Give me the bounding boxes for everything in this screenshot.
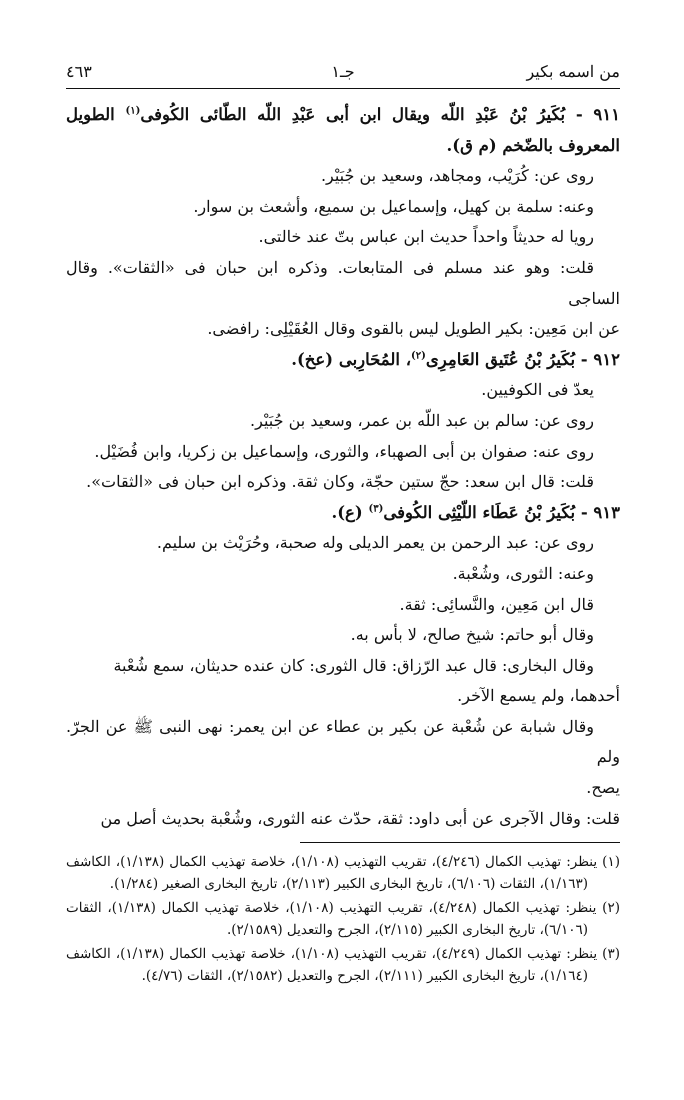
page-number: ٤٦٣ xyxy=(66,62,92,81)
entry-line: روى عن: عبد الرحمن بن يعمر الديلى وله صحبة، وحُرَيْث بن سليم. xyxy=(156,533,594,553)
running-header xyxy=(66,58,620,86)
entry-line: وقال شبابة عن شُعْبة عن بكير بن عطاء عن ابن يعمر: نهى النبى ﷺ عن الجرّ. ولم xyxy=(66,716,620,767)
entry-line: روى عن: سالم بن عبد اللّه بن عمر، وسعيد بن جُبَيْر. xyxy=(250,410,594,430)
entry-line: وعنه: الثورى، وشُعْبة. xyxy=(452,563,594,583)
running-title: من اسمه بكير xyxy=(526,62,620,81)
entry-line: يصح. xyxy=(586,778,620,798)
entry-line: عن ابن مَعِين: بكير الطويل ليس بالقوى وقال العُقَيْلِى: رافضى. xyxy=(207,319,620,339)
entry-line: قال ابن مَعِين، والنَّسائِى: ثقة. xyxy=(399,594,594,614)
entry-line: قلت: وهو عند مسلم فى المتابعات. وذكره ابن حبان فى «الثقات». وقال الساجى xyxy=(66,257,620,308)
entry-line: قلت: وقال الآجرى عن أبى داود: ثقة، حدّث عنه الثورى، وشُعْبة بحديث أصل من xyxy=(100,808,620,828)
footnote-mark-3: (٣) xyxy=(368,503,384,515)
footnote-1: (١) ينظر: تهذيب الكمال (٤/٢٤٦)، تقريب التهذيب (١/١٠٨)، خلاصة تهذيب الكمال (١/١٣٨)، الكاشف (١/١٦٣)، الثقات (٦/١٠٦)، تاريخ البخارى الكبير (٢/١١٣)، تاريخ البخارى الصغير (١/٢٨٤). xyxy=(66,854,620,892)
entry-line: قلت: قال ابن سعد: حجّ ستين حجّة، وكان ثقة. وذكره ابن حبان فى «الثقات». xyxy=(86,472,594,492)
footnote-mark-2: (٢) xyxy=(411,350,426,362)
footnote-3: (٣) ينظر: تهذيب الكمال (٤/٢٤٩)، تقريب التهذيب (١/١٠٨)، خلاصة تهذيب الكمال (١/١٣٨)، الكاشف (١/١٦٤)، تاريخ البخارى الكبير (٢/١١١)، الجرح والتعديل (٢/١٥٨٢)، الثقات (٤/٧٦). xyxy=(66,946,620,984)
header-rule xyxy=(66,88,620,89)
footnote-2: (٢) ينظر: تهذيب الكمال (٤/٢٤٨)، تقريب التهذيب (١/١٠٨)، خلاصة تهذيب الكمال (١/١٣٨)، الثقات (٦/١٠٦)، تاريخ البخارى الكبير (٢/١١٥)، الجرح والتعديل (٢/١٥٨٩). xyxy=(66,900,620,938)
footnote-rule xyxy=(300,842,620,843)
entry-line: وعنه: سلمة بن كهيل، وإسماعيل بن سميع، وأشعث بن سوار. xyxy=(193,196,594,216)
volume-label: جـ١ xyxy=(331,62,355,81)
entry-heading-913: ٩١٣ - بُكَيرُ بْنُ عَطَاء اللّيْثِى الكُوفى$^{(٣)}$ (ع). xyxy=(331,502,620,522)
main-text xyxy=(66,100,620,834)
entry-line: روى عنه: صفوان بن أبى الصهباء، والثورى، وإسماعيل بن زكريا، وابن فُضَيْل. xyxy=(94,441,594,461)
entry-line: وقال البخارى: قال عبد الرّزاق: قال الثورى: كان عنده حديثان، سمع شُعْبة xyxy=(113,655,594,675)
footnotes xyxy=(66,852,620,990)
entry-heading-912: ٩١٢ - بُكَيرُ بْنُ عُتَيق العَامِرِى$^{(٢)}$، المُحَارِبى (عخ). xyxy=(291,349,620,369)
entry-line: يعدّ فى الكوفيين. xyxy=(481,380,594,400)
entry-line: رويا له حديثاً واحداً حديث ابن عباس بتّ عند خالتى. xyxy=(258,227,594,247)
entry-line: أحدهما، ولم يسمع الآخر. xyxy=(457,686,620,706)
entry-line: روى عن: كُرَيْب، ومجاهد، وسعيد بن جُبَيْر. xyxy=(320,166,594,186)
entry-line: وقال أبو حاتم: شيخ صالح، لا بأس به. xyxy=(350,625,594,645)
footnote-mark-1: (١) xyxy=(125,105,141,117)
entry-heading-911: ٩١١ - بُكَيرُ بْنُ عَبْدِ اللّه ويقال ابن أبى عَبْدِ اللّه الطّائى الكُوفى$^{(١)}$ الطويل المعروف بالضّخم (م ق). xyxy=(66,105,621,155)
